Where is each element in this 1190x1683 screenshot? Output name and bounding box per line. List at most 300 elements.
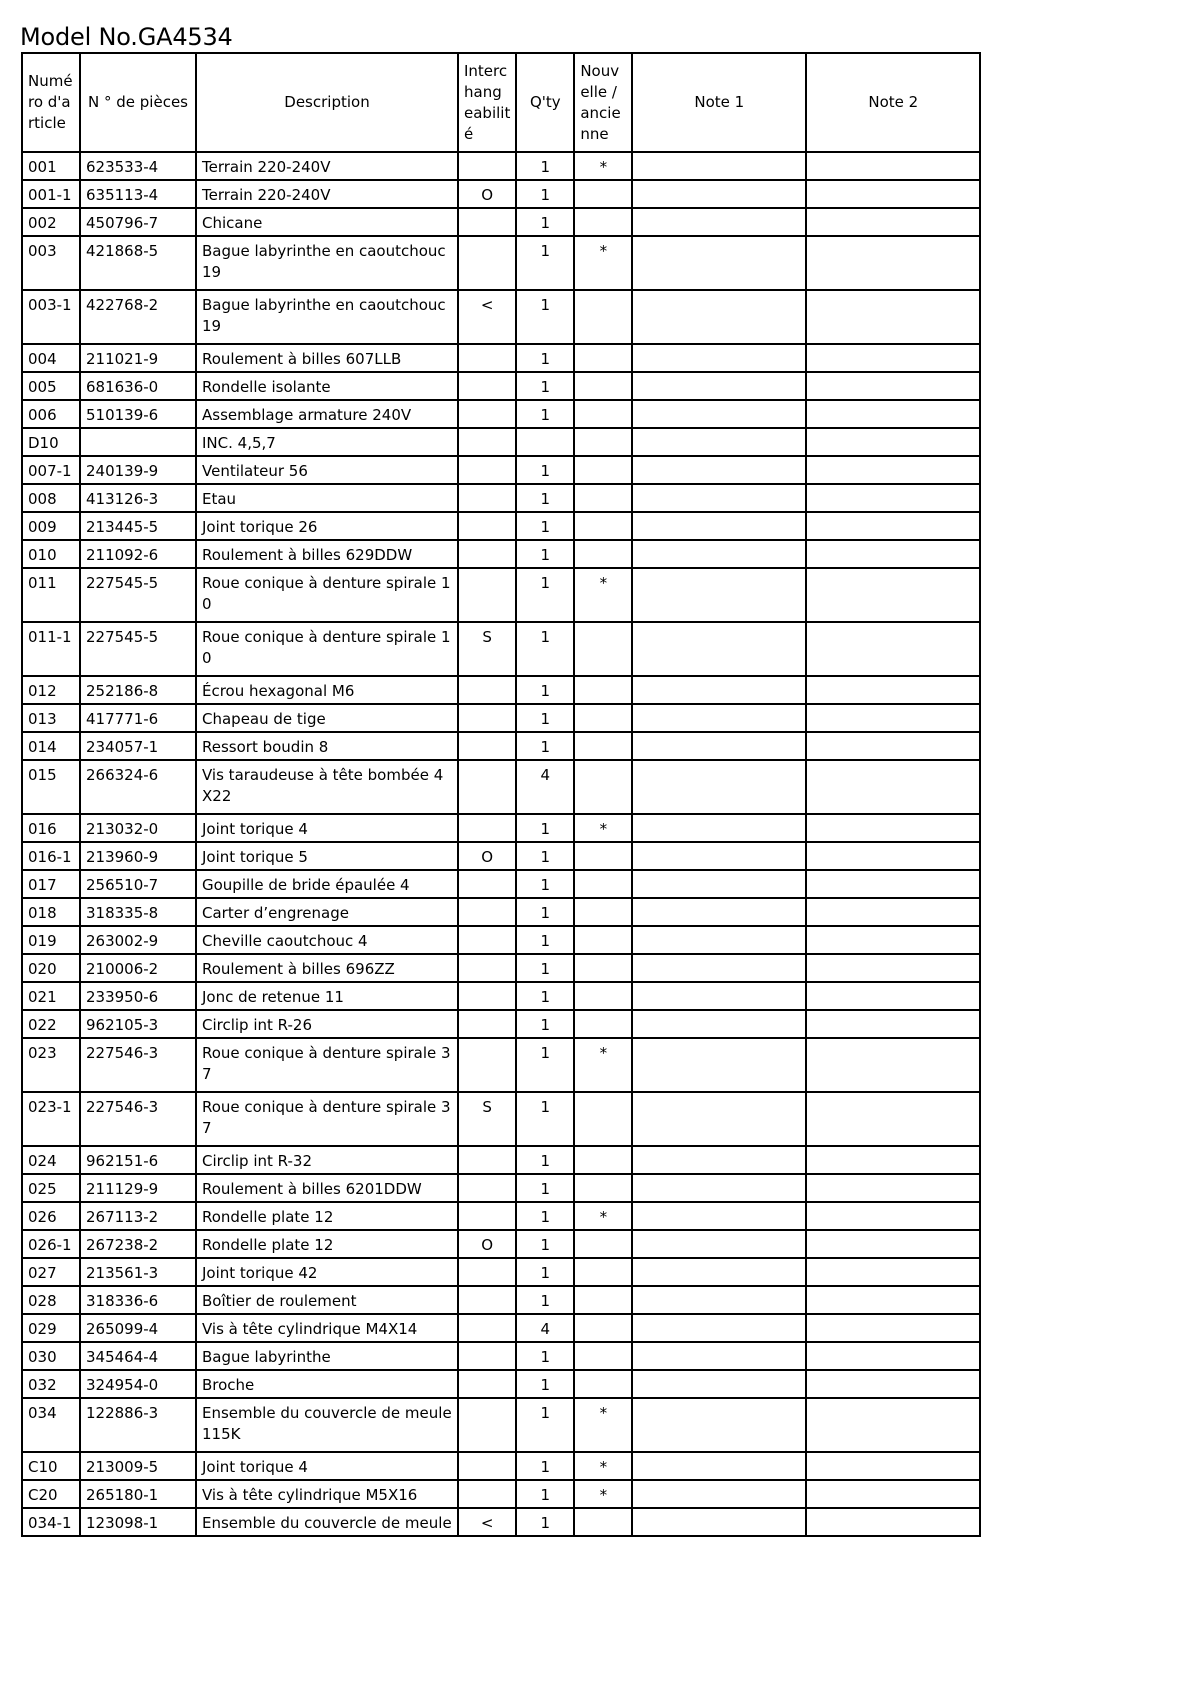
note-1-cell <box>632 760 806 814</box>
interchangeability-cell <box>458 1370 516 1398</box>
note-2-cell <box>806 1452 980 1480</box>
interchangeability-cell <box>458 400 516 428</box>
item-number-cell: 027 <box>22 1258 80 1286</box>
description-cell: Rondelle isolante <box>196 372 458 400</box>
note-2-cell <box>806 1480 980 1508</box>
description-cell: Roulement à billes 696ZZ <box>196 954 458 982</box>
quantity-cell: 1 <box>516 842 574 870</box>
interchangeability-cell: O <box>458 842 516 870</box>
note-2-cell <box>806 290 980 344</box>
new-old-cell <box>574 456 632 484</box>
quantity-cell: 1 <box>516 512 574 540</box>
note-2-cell <box>806 512 980 540</box>
quantity-cell: 1 <box>516 814 574 842</box>
table-row <box>22 180 980 208</box>
part-number-cell: 234057-1 <box>80 732 196 760</box>
table-row <box>22 622 980 676</box>
quantity-cell: 1 <box>516 1342 574 1370</box>
new-old-cell <box>574 842 632 870</box>
table-row <box>22 400 980 428</box>
item-number-cell: 032 <box>22 1370 80 1398</box>
part-number-cell: 213561-3 <box>80 1258 196 1286</box>
note-2-cell <box>806 428 980 456</box>
item-number-cell: 034-1 <box>22 1508 80 1536</box>
part-number-cell: 233950-6 <box>80 982 196 1010</box>
header-description: Description <box>196 53 458 152</box>
quantity-cell: 1 <box>516 180 574 208</box>
table-row <box>22 1230 980 1258</box>
note-1-cell <box>632 400 806 428</box>
description-cell: Joint torique 26 <box>196 512 458 540</box>
new-old-cell <box>574 622 632 676</box>
note-2-cell <box>806 1314 980 1342</box>
note-2-cell <box>806 1342 980 1370</box>
interchangeability-cell <box>458 1452 516 1480</box>
interchangeability-cell <box>458 1258 516 1286</box>
table-row <box>22 676 980 704</box>
quantity-cell: 1 <box>516 1398 574 1452</box>
description-cell: Ressort boudin 8 <box>196 732 458 760</box>
part-number-cell: 318336-6 <box>80 1286 196 1314</box>
item-number-cell: 023 <box>22 1038 80 1092</box>
table-row <box>22 1480 980 1508</box>
table-row <box>22 870 980 898</box>
item-number-cell: 007-1 <box>22 456 80 484</box>
quantity-cell: 1 <box>516 954 574 982</box>
quantity-cell: 4 <box>516 760 574 814</box>
interchangeability-cell <box>458 236 516 290</box>
table-row <box>22 1452 980 1480</box>
item-number-cell: 029 <box>22 1314 80 1342</box>
note-1-cell <box>632 926 806 954</box>
item-number-cell: 019 <box>22 926 80 954</box>
part-number-cell: 211092-6 <box>80 540 196 568</box>
table-row <box>22 1286 980 1314</box>
quantity-cell: 1 <box>516 1452 574 1480</box>
description-cell: Rondelle plate 12 <box>196 1202 458 1230</box>
new-old-cell: * <box>574 1202 632 1230</box>
new-old-cell <box>574 290 632 344</box>
page-title: Model No.GA4534 <box>20 23 233 51</box>
interchangeability-cell <box>458 1010 516 1038</box>
new-old-cell <box>574 1230 632 1258</box>
table-row <box>22 1202 980 1230</box>
table-row <box>22 1342 980 1370</box>
item-number-cell: 006 <box>22 400 80 428</box>
table-row <box>22 1398 980 1452</box>
part-number-cell: 324954-0 <box>80 1370 196 1398</box>
interchangeability-cell <box>458 372 516 400</box>
note-1-cell <box>632 954 806 982</box>
note-1-cell <box>632 1038 806 1092</box>
description-cell: Joint torique 4 <box>196 1452 458 1480</box>
interchangeability-cell <box>458 1202 516 1230</box>
description-cell: Roue conique à denture spirale 10 <box>196 568 458 622</box>
interchangeability-cell <box>458 1342 516 1370</box>
description-cell: Bague labyrinthe en caoutchouc 19 <box>196 290 458 344</box>
quantity-cell: 1 <box>516 1286 574 1314</box>
note-1-cell <box>632 814 806 842</box>
note-2-cell <box>806 760 980 814</box>
description-cell: Broche <box>196 1370 458 1398</box>
part-number-cell: 413126-3 <box>80 484 196 512</box>
note-2-cell <box>806 236 980 290</box>
note-2-cell <box>806 622 980 676</box>
note-2-cell <box>806 1508 980 1536</box>
part-number-cell: 345464-4 <box>80 1342 196 1370</box>
item-number-cell: 034 <box>22 1398 80 1452</box>
quantity-cell: 1 <box>516 568 574 622</box>
new-old-cell <box>574 1092 632 1146</box>
table-row <box>22 1370 980 1398</box>
note-2-cell <box>806 732 980 760</box>
interchangeability-cell <box>458 1146 516 1174</box>
quantity-cell: 1 <box>516 926 574 954</box>
item-number-cell: 008 <box>22 484 80 512</box>
description-cell: Etau <box>196 484 458 512</box>
new-old-cell <box>574 400 632 428</box>
new-old-cell <box>574 372 632 400</box>
part-number-cell <box>80 428 196 456</box>
note-2-cell <box>806 208 980 236</box>
interchangeability-cell: < <box>458 1508 516 1536</box>
table-row <box>22 732 980 760</box>
description-cell: Joint torique 5 <box>196 842 458 870</box>
note-1-cell <box>632 870 806 898</box>
quantity-cell: 1 <box>516 982 574 1010</box>
quantity-cell: 1 <box>516 400 574 428</box>
description-cell: Bague labyrinthe <box>196 1342 458 1370</box>
quantity-cell: 4 <box>516 1314 574 1342</box>
quantity-cell: 1 <box>516 622 574 676</box>
description-cell: Chicane <box>196 208 458 236</box>
note-2-cell <box>806 456 980 484</box>
note-2-cell <box>806 1258 980 1286</box>
item-number-cell: 004 <box>22 344 80 372</box>
part-number-cell: 213009-5 <box>80 1452 196 1480</box>
description-cell: Roulement à billes 6201DDW <box>196 1174 458 1202</box>
note-2-cell <box>806 982 980 1010</box>
item-number-cell: 009 <box>22 512 80 540</box>
note-1-cell <box>632 1202 806 1230</box>
quantity-cell: 1 <box>516 1174 574 1202</box>
note-1-cell <box>632 1452 806 1480</box>
header-row <box>22 53 980 152</box>
new-old-cell: * <box>574 1480 632 1508</box>
note-1-cell <box>632 1010 806 1038</box>
table-row <box>22 428 980 456</box>
table-row <box>22 954 980 982</box>
new-old-cell <box>574 180 632 208</box>
interchangeability-cell <box>458 568 516 622</box>
note-2-cell <box>806 344 980 372</box>
table-row <box>22 1010 980 1038</box>
item-number-cell: 015 <box>22 760 80 814</box>
new-old-cell <box>574 704 632 732</box>
table-row <box>22 1174 980 1202</box>
header-quantity: Q'ty <box>516 53 574 152</box>
description-cell: Terrain 220-240V <box>196 180 458 208</box>
new-old-cell <box>574 1146 632 1174</box>
note-1-cell <box>632 180 806 208</box>
item-number-cell: 030 <box>22 1342 80 1370</box>
note-1-cell <box>632 732 806 760</box>
part-number-cell: 252186-8 <box>80 676 196 704</box>
quantity-cell: 1 <box>516 208 574 236</box>
table-row <box>22 540 980 568</box>
table-row <box>22 1038 980 1092</box>
interchangeability-cell <box>458 208 516 236</box>
interchangeability-cell <box>458 1398 516 1452</box>
note-2-cell <box>806 1038 980 1092</box>
description-cell: Ventilateur 56 <box>196 456 458 484</box>
item-number-cell: 025 <box>22 1174 80 1202</box>
new-old-cell <box>574 1258 632 1286</box>
part-number-cell: 417771-6 <box>80 704 196 732</box>
interchangeability-cell <box>458 1314 516 1342</box>
table-row <box>22 926 980 954</box>
table-row <box>22 512 980 540</box>
new-old-cell <box>574 732 632 760</box>
note-2-cell <box>806 1230 980 1258</box>
description-cell: Carter d’engrenage <box>196 898 458 926</box>
part-number-cell: 227546-3 <box>80 1092 196 1146</box>
interchangeability-cell: S <box>458 1092 516 1146</box>
quantity-cell: 1 <box>516 344 574 372</box>
interchangeability-cell <box>458 926 516 954</box>
description-cell: Jonc de retenue 11 <box>196 982 458 1010</box>
note-1-cell <box>632 290 806 344</box>
part-number-cell: 263002-9 <box>80 926 196 954</box>
interchangeability-cell <box>458 1038 516 1092</box>
note-1-cell <box>632 676 806 704</box>
part-number-cell: 240139-9 <box>80 456 196 484</box>
note-1-cell <box>632 428 806 456</box>
note-2-cell <box>806 1202 980 1230</box>
part-number-cell: 213445-5 <box>80 512 196 540</box>
note-2-cell <box>806 484 980 512</box>
new-old-cell: * <box>574 814 632 842</box>
note-1-cell <box>632 344 806 372</box>
interchangeability-cell: O <box>458 180 516 208</box>
part-number-cell: 422768-2 <box>80 290 196 344</box>
note-2-cell <box>806 814 980 842</box>
item-number-cell: C10 <box>22 1452 80 1480</box>
description-cell: INC. 4,5,7 <box>196 428 458 456</box>
new-old-cell <box>574 1342 632 1370</box>
table-row <box>22 982 980 1010</box>
note-2-cell <box>806 180 980 208</box>
table-row <box>22 1314 980 1342</box>
item-number-cell: 011-1 <box>22 622 80 676</box>
note-1-cell <box>632 1146 806 1174</box>
part-number-cell: 450796-7 <box>80 208 196 236</box>
part-number-cell: 213960-9 <box>80 842 196 870</box>
note-2-cell <box>806 1174 980 1202</box>
interchangeability-cell: < <box>458 290 516 344</box>
note-2-cell <box>806 898 980 926</box>
note-2-cell <box>806 152 980 180</box>
table-row <box>22 1146 980 1174</box>
item-number-cell: 026 <box>22 1202 80 1230</box>
note-2-cell <box>806 540 980 568</box>
quantity-cell: 1 <box>516 372 574 400</box>
note-1-cell <box>632 456 806 484</box>
note-1-cell <box>632 1174 806 1202</box>
quantity-cell: 1 <box>516 1370 574 1398</box>
quantity-cell: 1 <box>516 540 574 568</box>
header-interchangeability: Interc hang eabilit é <box>458 53 516 152</box>
description-cell: Terrain 220-240V <box>196 152 458 180</box>
interchangeability-cell <box>458 344 516 372</box>
item-number-cell: 022 <box>22 1010 80 1038</box>
interchangeability-cell <box>458 676 516 704</box>
note-1-cell <box>632 1314 806 1342</box>
header-part-number: N ° de pièces <box>80 53 196 152</box>
quantity-cell: 1 <box>516 1092 574 1146</box>
note-1-cell <box>632 540 806 568</box>
interchangeability-cell <box>458 1174 516 1202</box>
part-number-cell: 267113-2 <box>80 1202 196 1230</box>
description-cell: Chapeau de tige <box>196 704 458 732</box>
quantity-cell: 1 <box>516 1202 574 1230</box>
part-number-cell: 227545-5 <box>80 622 196 676</box>
description-cell: Écrou hexagonal M6 <box>196 676 458 704</box>
part-number-cell: 122886-3 <box>80 1398 196 1452</box>
part-number-cell: 318335-8 <box>80 898 196 926</box>
description-cell: Vis taraudeuse à tête bombée 4X22 <box>196 760 458 814</box>
table-row <box>22 372 980 400</box>
description-cell: Assemblage armature 240V <box>196 400 458 428</box>
interchangeability-cell <box>458 760 516 814</box>
note-1-cell <box>632 1230 806 1258</box>
part-number-cell: 211021-9 <box>80 344 196 372</box>
interchangeability-cell <box>458 814 516 842</box>
new-old-cell <box>574 1174 632 1202</box>
quantity-cell: 1 <box>516 898 574 926</box>
new-old-cell <box>574 982 632 1010</box>
quantity-cell: 1 <box>516 290 574 344</box>
description-cell: Circlip int R-32 <box>196 1146 458 1174</box>
item-number-cell: 028 <box>22 1286 80 1314</box>
note-2-cell <box>806 1146 980 1174</box>
note-1-cell <box>632 372 806 400</box>
table-row <box>22 236 980 290</box>
part-number-cell: 227546-3 <box>80 1038 196 1092</box>
item-number-cell: 005 <box>22 372 80 400</box>
quantity-cell: 1 <box>516 1480 574 1508</box>
part-number-cell: 123098-1 <box>80 1508 196 1536</box>
note-2-cell <box>806 372 980 400</box>
description-cell: Joint torique 4 <box>196 814 458 842</box>
note-1-cell <box>632 982 806 1010</box>
part-number-cell: 962151-6 <box>80 1146 196 1174</box>
quantity-cell: 1 <box>516 152 574 180</box>
table-row <box>22 152 980 180</box>
new-old-cell: * <box>574 1398 632 1452</box>
note-1-cell <box>632 208 806 236</box>
item-number-cell: 010 <box>22 540 80 568</box>
quantity-cell: 1 <box>516 1230 574 1258</box>
note-2-cell <box>806 676 980 704</box>
item-number-cell: 017 <box>22 870 80 898</box>
item-number-cell: 021 <box>22 982 80 1010</box>
note-2-cell <box>806 400 980 428</box>
interchangeability-cell: O <box>458 1230 516 1258</box>
note-1-cell <box>632 1258 806 1286</box>
item-number-cell: 023-1 <box>22 1092 80 1146</box>
quantity-cell: 1 <box>516 676 574 704</box>
quantity-cell: 1 <box>516 484 574 512</box>
new-old-cell: * <box>574 1038 632 1092</box>
part-number-cell: 227545-5 <box>80 568 196 622</box>
part-number-cell: 623533-4 <box>80 152 196 180</box>
table-row <box>22 290 980 344</box>
item-number-cell: 014 <box>22 732 80 760</box>
interchangeability-cell <box>458 732 516 760</box>
new-old-cell <box>574 954 632 982</box>
item-number-cell: 002 <box>22 208 80 236</box>
table-row <box>22 568 980 622</box>
part-number-cell: 211129-9 <box>80 1174 196 1202</box>
interchangeability-cell <box>458 898 516 926</box>
quantity-cell: 1 <box>516 1010 574 1038</box>
item-number-cell: 001-1 <box>22 180 80 208</box>
note-1-cell <box>632 484 806 512</box>
new-old-cell <box>574 1370 632 1398</box>
new-old-cell <box>574 1508 632 1536</box>
quantity-cell: 1 <box>516 732 574 760</box>
note-1-cell <box>632 1286 806 1314</box>
note-2-cell <box>806 704 980 732</box>
description-cell: Roue conique à denture spirale 37 <box>196 1092 458 1146</box>
note-1-cell <box>632 1370 806 1398</box>
note-1-cell <box>632 842 806 870</box>
quantity-cell: 1 <box>516 1258 574 1286</box>
table-row <box>22 484 980 512</box>
quantity-cell: 1 <box>516 870 574 898</box>
quantity-cell: 1 <box>516 1508 574 1536</box>
note-1-cell <box>632 1398 806 1452</box>
new-old-cell <box>574 1010 632 1038</box>
table-row <box>22 760 980 814</box>
parts-table <box>21 52 981 1537</box>
note-2-cell <box>806 1286 980 1314</box>
note-1-cell <box>632 152 806 180</box>
new-old-cell <box>574 1286 632 1314</box>
note-2-cell <box>806 1398 980 1452</box>
interchangeability-cell <box>458 982 516 1010</box>
interchangeability-cell <box>458 512 516 540</box>
quantity-cell <box>516 428 574 456</box>
part-number-cell: 962105-3 <box>80 1010 196 1038</box>
part-number-cell: 210006-2 <box>80 954 196 982</box>
interchangeability-cell <box>458 1480 516 1508</box>
new-old-cell <box>574 512 632 540</box>
note-2-cell <box>806 568 980 622</box>
item-number-cell: 003 <box>22 236 80 290</box>
new-old-cell: * <box>574 152 632 180</box>
header-note-2: Note 2 <box>806 53 980 152</box>
description-cell: Roue conique à denture spirale 37 <box>196 1038 458 1092</box>
part-number-cell: 265099-4 <box>80 1314 196 1342</box>
quantity-cell: 1 <box>516 704 574 732</box>
note-2-cell <box>806 1370 980 1398</box>
quantity-cell: 1 <box>516 236 574 290</box>
description-cell: Ensemble du couvercle de meule <box>196 1508 458 1536</box>
description-cell: Vis à tête cylindrique M4X14 <box>196 1314 458 1342</box>
table-row <box>22 1092 980 1146</box>
